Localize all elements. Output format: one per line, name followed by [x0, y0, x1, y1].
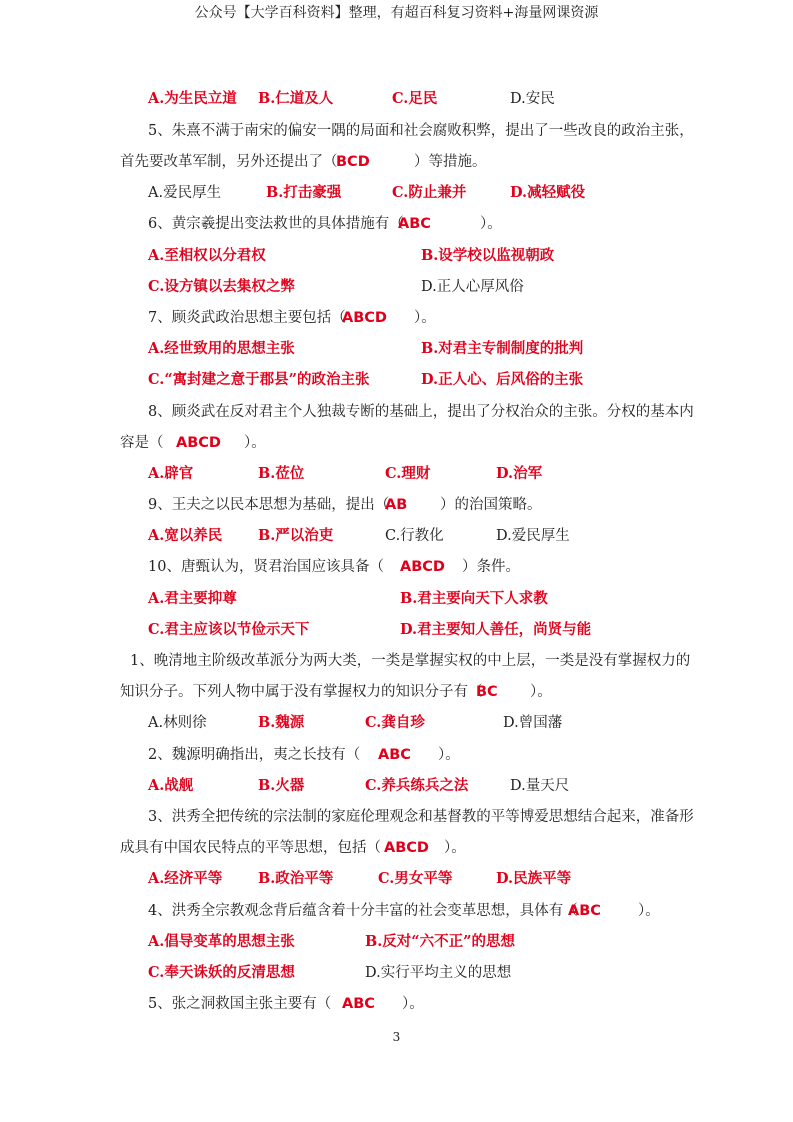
option-a: A.至相权以分君权 [148, 247, 266, 264]
page-number: 3 [392, 1030, 401, 1044]
option-a: A.爱民厚生 [148, 185, 222, 201]
question-stem: 7、顾炎武政治思想主要包括（ [148, 310, 346, 326]
option-a: A.君主要抑尊 [148, 590, 237, 607]
answer: ABC [398, 216, 431, 232]
option-c: C.君主应该以节俭示天下 [148, 621, 310, 638]
option-a: A.为生民立道 [148, 90, 237, 107]
option-d: D.安民 [510, 91, 555, 107]
question-stem: 成具有中国农民特点的平等思想，包括（ [120, 840, 381, 856]
question-stem: ）。 [480, 216, 502, 232]
option-a: A.战舰 [148, 777, 194, 794]
question-stem: 4、洪秀全宗教观念背后蕴含着十分丰富的社会变革思想，具体有（ [148, 903, 578, 919]
question-stem: ）。 [414, 310, 436, 326]
option-d: D.曾国藩 [503, 715, 563, 731]
question-stem: 2、魏源明确指出，夷之长技有（ [148, 747, 361, 763]
answer: BC [476, 684, 498, 700]
question-stem: ）。 [638, 903, 660, 919]
option-d: D.爱民厚生 [496, 528, 570, 544]
question-stem: 容是（ [120, 435, 164, 451]
option-c: C.防止兼并 [392, 184, 467, 201]
option-c: C.行教化 [385, 528, 444, 544]
option-d: D.实行平均主义的思想 [365, 965, 512, 981]
option-a: A.经济平等 [148, 870, 223, 887]
question-stem: ）。 [530, 684, 552, 700]
option-b: B.设学校以监视朝政 [421, 247, 555, 264]
option-b: B.反对“六不正”的思想 [365, 933, 515, 950]
question-stem: 首先要改革军制，另外还提出了（ [120, 154, 338, 170]
option-d: D.治军 [496, 465, 543, 482]
option-b: B.仁道及人 [258, 90, 334, 107]
question-stem: ）。 [438, 747, 460, 763]
option-d: D.正人心、后风俗的主张 [421, 371, 584, 388]
option-d: D.量天尺 [510, 778, 570, 794]
option-c: C.“寓封建之意于郡县”的政治主张 [148, 371, 370, 388]
option-b: B.政治平等 [258, 870, 334, 887]
option-c: C.理财 [385, 465, 431, 482]
option-b: B.严以治吏 [258, 527, 334, 544]
option-a: A.经世致用的思想主张 [148, 340, 295, 357]
answer: BCD [336, 154, 370, 170]
question-stem: 10、唐甄认为，贤君治国应该具备（ [148, 559, 384, 575]
option-b: B.打击豪强 [266, 184, 342, 201]
option-d: D.减轻赋役 [510, 184, 586, 201]
option-c: C.养兵练兵之法 [365, 777, 469, 794]
option-b: B.莅位 [258, 465, 305, 482]
option-d: D.君主要知人善任，尚贤与能 [400, 621, 592, 638]
answer: ABCD [384, 840, 429, 856]
question-stem: 3、洪秀全把传统的宗法制的家庭伦理观念和基督教的平等博爱思想结合起来，准备形 [148, 809, 694, 825]
option-c: C.男女平等 [378, 870, 453, 887]
question-stem: ）。 [402, 996, 424, 1012]
question-stem: ）。 [444, 840, 466, 856]
answer: ABCD [342, 310, 387, 326]
answer: ABCD [176, 435, 221, 451]
option-a: A.倡导变革的思想主张 [148, 933, 295, 950]
question-stem: ）条件。 [462, 559, 520, 575]
question-stem: 5、朱熹不满于南宋的偏安一隅的局面和社会腐败积弊，提出了一些改良的政治主张， [148, 123, 694, 139]
option-a: A.林则徐 [148, 715, 207, 731]
option-d: D.正人心厚风俗 [421, 279, 524, 295]
answer: AB [385, 497, 408, 513]
page-header: 公众号【大学百科资料】整理，有超百科复习资料+海量网课资源 [194, 5, 599, 21]
question-stem: ）等措施。 [414, 154, 487, 170]
option-c: C.龚自珍 [365, 714, 425, 731]
answer: ABCD [400, 559, 445, 575]
question-stem: 9、王夫之以民本思想为基础，提出（ [148, 497, 390, 513]
option-b: B.火器 [258, 777, 305, 794]
question-stem: 1、晚清地主阶级改革派分为两大类，一类是掌握实权的中上层，一类是没有掌握权力的 [130, 653, 691, 669]
question-stem: ）的治国策略。 [440, 497, 542, 513]
question-stem: ）。 [244, 435, 266, 451]
option-c: C.设方镇以去集权之弊 [148, 278, 295, 295]
answer: ABC [378, 747, 411, 763]
option-d: D.民族平等 [496, 870, 572, 887]
question-stem: 8、顾炎武在反对君主个人独裁专断的基础上，提出了分权治众的主张。分权的基本内 [148, 404, 694, 420]
answer: ABC [568, 903, 601, 919]
option-a: A.辟官 [148, 465, 194, 482]
option-b: B.魏源 [258, 714, 305, 731]
answer: ABC [342, 996, 375, 1012]
question-stem: 6、黄宗羲提出变法救世的具体措施有（ [148, 216, 404, 232]
option-b: B.对君主专制制度的批判 [421, 340, 584, 357]
question-stem: 知识分子。下列人物中属于没有掌握权力的知识分子有（ [120, 684, 483, 700]
question-stem: 5、张之洞救国主张主要有（ [148, 996, 332, 1012]
option-b: B.君主要向天下人求教 [400, 590, 548, 607]
option-c: C.奉天诛妖的反清思想 [148, 964, 295, 981]
option-a: A.宽以养民 [148, 527, 223, 544]
option-c: C.足民 [392, 90, 438, 107]
